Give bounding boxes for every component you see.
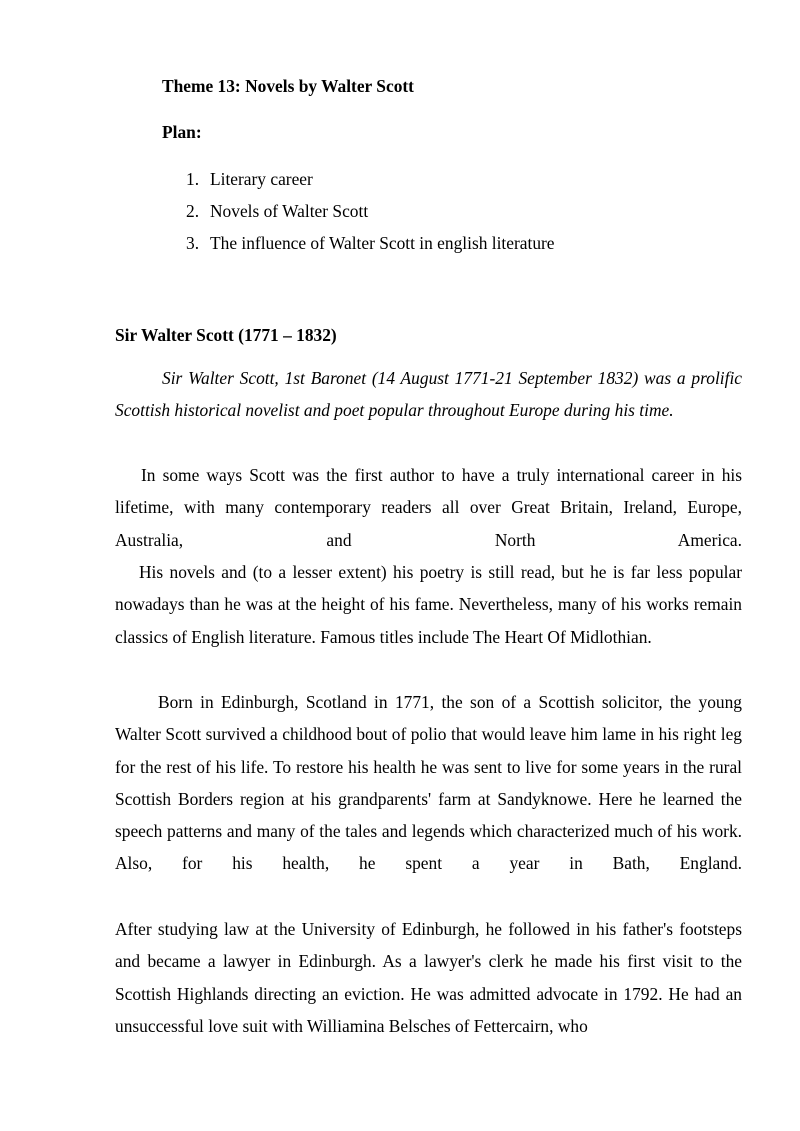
plan-item-number: 1. — [186, 169, 200, 189]
plan-list — [186, 168, 555, 264]
paragraph-career: In some ways Scott was the first author to have a truly international career in his lifetime, with many contemporary readers all over Great Britain, Ireland, Europe, Australia, and North America. — [115, 465, 742, 550]
paragraph-law-career: After studying law at the University of Edinburgh, he followed in his father's footsteps and became a lawyer in Edinburgh. As a lawyer's clerk he made his first visit to the Scottish Highlands directing an eviction. He was admitted advocate in 1792. He had an unsuccessful love suit with Williamina Belsches of Fettercairn, who — [115, 919, 742, 1036]
plan-item-influence — [186, 232, 555, 264]
theme-title: Theme 13: Novels by Walter Scott — [162, 76, 414, 96]
paragraph-intro: Sir Walter Scott, 1st Baronet (14 August 1771-21 September 1832) was a prolific Scottish historical novelist and poet popular throughout Europe during his time. — [115, 368, 742, 421]
plan-item-text: Novels of Walter Scott — [210, 201, 369, 221]
plan-title: Plan: — [162, 122, 202, 142]
paragraph-early-life: Born in Edinburgh, Scotland in 1771, the son of a Scottish solicitor, the young Walter Scott survived a childhood bout of polio that would leave him lame in his right leg for the rest of his life. To restore his health he was sent to live for some years in the rural Scottish Borders region at his grandparents' farm at Sandyknowe. Here he learned the speech patterns and many of the tales and legends which characterized much of his work. Also, for his health, he spent a year in Bath, England. — [115, 692, 742, 874]
plan-item-literary-career — [186, 168, 555, 200]
plan-item-text: The influence of Walter Scott in english literature — [210, 233, 555, 253]
plan-item-novels — [186, 200, 555, 232]
plan-item-text: Literary career — [210, 169, 313, 189]
paragraph-novels: His novels and (to a lesser extent) his poetry is still read, but he is far less popular nowadays than he was at the height of his fame. Nevertheless, many of his works remain classics of English literature. Famous titles include The Heart Of Midlothian. — [115, 562, 742, 647]
plan-item-number: 3. — [186, 233, 200, 253]
section-heading: Sir Walter Scott (1771 – 1832) — [115, 325, 337, 345]
plan-item-number: 2. — [186, 201, 200, 221]
